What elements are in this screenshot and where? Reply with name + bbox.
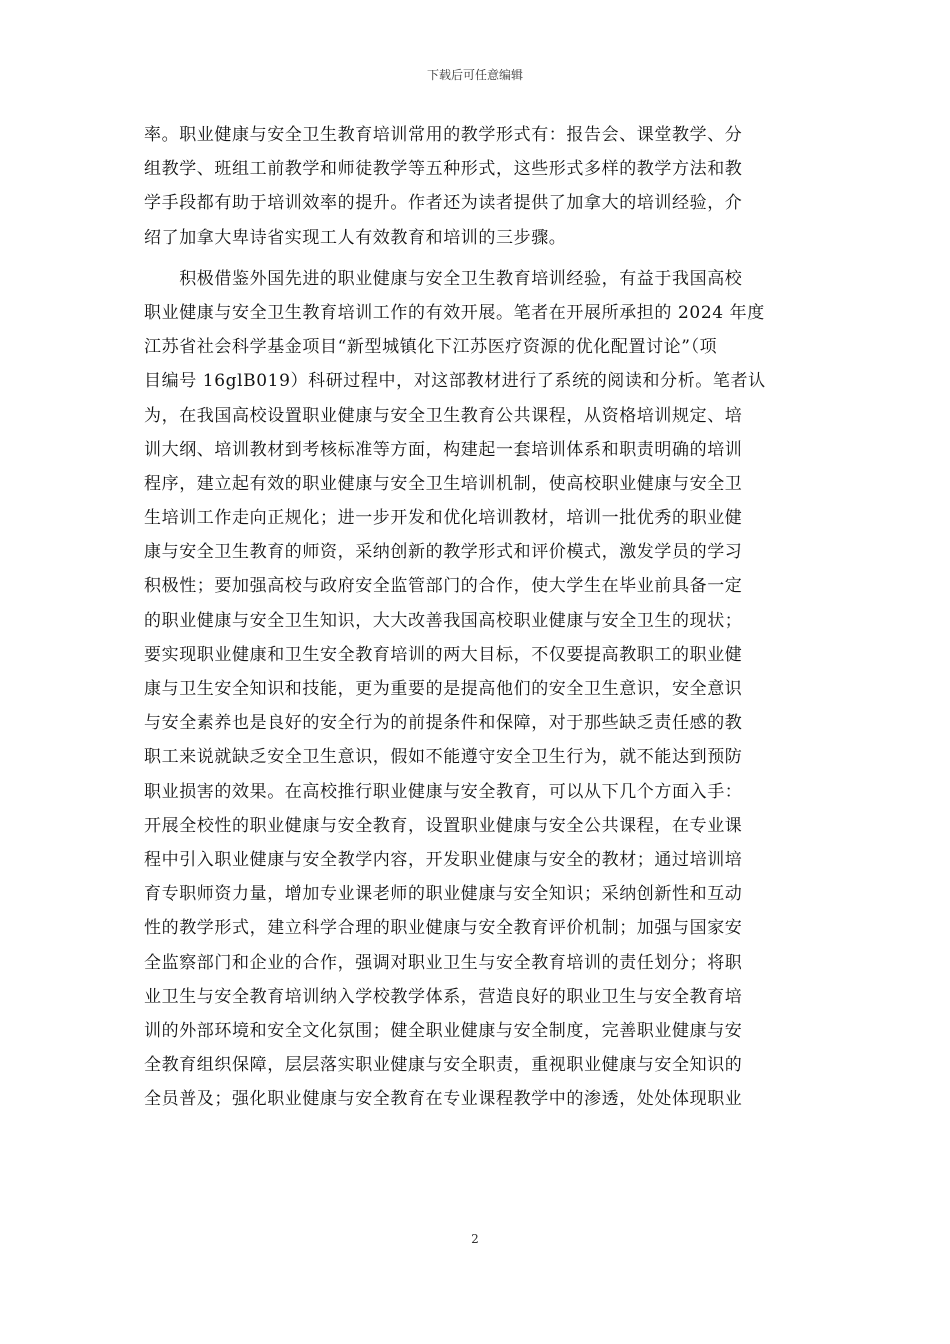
text-line: 全教育组织保障，层层落实职业健康与安全职责，重视职业健康与安全知识的 — [144, 1055, 743, 1076]
text-line: 全员普及；强化职业健康与安全教育在专业课程教学中的渗透，处处体现职业 — [144, 1089, 743, 1110]
text-line: 程序，建立起有效的职业健康与安全卫生培训机制，使高校职业健康与安全卫 — [144, 473, 743, 494]
paragraph-1 — [144, 118, 806, 255]
text-line: 开展全校性的职业健康与安全教育，设置职业健康与安全公共课程，在专业课 — [144, 815, 743, 836]
text-line: 职业损害的效果。在高校推行职业健康与安全教育，可以从下几个方面入手： — [144, 781, 743, 802]
text-line: 积极性；要加强高校与政府安全监管部门的合作，使大学生在毕业前具备一定 — [144, 576, 743, 597]
text-line: 康与安全卫生教育的师资，采纳创新的教学形式和评价模式，激发学员的学习 — [144, 542, 743, 563]
text-line: 全监察部门和企业的合作，强调对职业卫生与安全教育培训的责任划分；将职 — [144, 952, 743, 973]
text-line: 积极借鉴外国先进的职业健康与安全卫生教育培训经验，有益于我国高校 — [144, 268, 743, 289]
text-line: 江苏省社会科学基金项目“新型城镇化下江苏医疗资源的优化配置讨论”（项 — [144, 337, 718, 358]
text-line: 程中引入职业健康与安全教学内容，开发职业健康与安全的教材；通过培训培 — [144, 849, 743, 870]
text-line: 组教学、班组工前教学和师徒教学等五种形式，这些形式多样的教学方法和教 — [144, 159, 743, 180]
text-line: 业卫生与安全教育培训纳入学校教学体系，营造良好的职业卫生与安全教育培 — [144, 986, 743, 1007]
text-line: 目编号 16glB019）科研过程中，对这部教材进行了系统的阅读和分析。笔者认 — [144, 371, 766, 392]
paragraph-spacer — [144, 255, 806, 262]
text-line: 生培训工作走向正规化；进一步开发和优化培训教材，培训一批优秀的职业健 — [144, 508, 743, 529]
text-line: 为，在我国高校设置职业健康与安全卫生教育公共课程，从资格培训规定、培 — [144, 405, 743, 426]
text-line: 训大纲、培训教材到考核标准等方面，构建起一套培训体系和职责明确的培训 — [144, 439, 743, 460]
page-number: 2 — [471, 1232, 479, 1246]
page-header: 下载后可任意编辑 — [426, 68, 523, 82]
text-line: 绍了加拿大卑诗省实现工人有效教育和培训的三步骤。 — [144, 227, 567, 248]
text-line: 康与卫生安全知识和技能，更为重要的是提高他们的安全卫生意识，安全意识 — [144, 679, 743, 699]
paragraph-2 — [144, 262, 806, 1117]
text-line: 的职业健康与安全卫生知识，大大改善我国高校职业健康与安全卫生的现状； — [144, 610, 743, 631]
text-line: 育专职师资力量，增加专业课老师的职业健康与安全知识；采纳创新性和互动 — [144, 884, 743, 905]
text-line: 学手段都有助于培训效率的提升。作者还为读者提供了加拿大的培训经验，介 — [144, 193, 743, 214]
text-line: 职工来说就缺乏安全卫生意识，假如不能遵守安全卫生行为，就不能达到预防 — [144, 747, 743, 768]
text-line: 职业健康与安全卫生教育培训工作的有效开展。笔者在开展所承担的 2024 年度 — [144, 302, 765, 323]
body-text — [144, 118, 806, 1116]
text-line: 率。职业健康与安全卫生教育培训常用的教学形式有：报告会、课堂教学、分 — [144, 125, 743, 145]
text-line: 与安全素养也是良好的安全行为的前提条件和保障，对于那些缺乏责任感的教 — [144, 713, 743, 734]
text-line: 性的教学形式，建立科学合理的职业健康与安全教育评价机制；加强与国家安 — [144, 918, 743, 939]
text-line: 训的外部环境和安全文化氛围；健全职业健康与安全制度，完善职业健康与安 — [144, 1020, 743, 1041]
text-line: 要实现职业健康和卫生安全教育培训的两大目标，不仅要提高教职工的职业健 — [144, 644, 743, 665]
